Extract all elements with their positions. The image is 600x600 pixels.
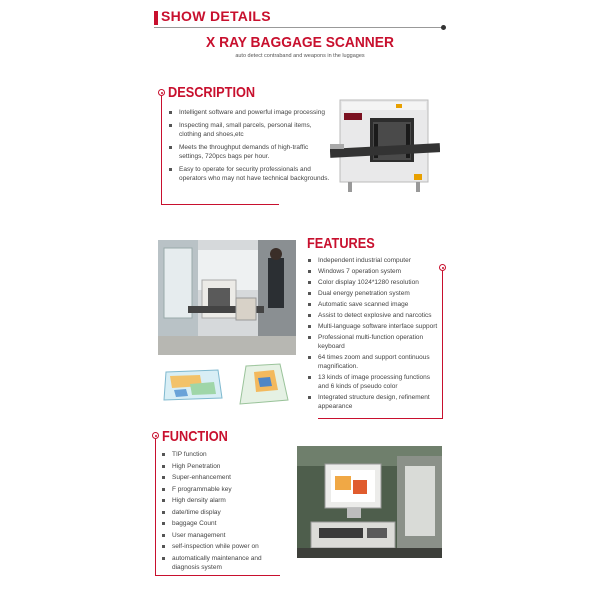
features-list (307, 256, 442, 411)
list-item: Dual energy penetration system (307, 289, 442, 298)
xray-bag-image-1 (160, 364, 226, 406)
list-item: Automatic save scanned image (307, 300, 442, 309)
header-accent-bar (154, 11, 158, 25)
xray-bag-image-2 (232, 360, 296, 408)
list-item: High density alarm (161, 496, 281, 505)
description-frame-left (161, 96, 162, 204)
operator-console-photo (297, 446, 442, 558)
list-item: baggage Count (161, 519, 281, 528)
list-item: Independent industrial computer (307, 256, 442, 265)
airport-scanner-photo (158, 240, 296, 355)
list-item: F programmable key (161, 485, 281, 494)
list-item: Assist to detect explosive and narcotics (307, 311, 442, 320)
description-dot (158, 89, 165, 96)
list-item: 64 times zoom and support continuous magnification. (307, 353, 442, 371)
list-item: Windows 7 operation system (307, 267, 442, 276)
description-frame-bottom (161, 204, 279, 205)
list-item: Intelligent software and powerful image processing (168, 108, 333, 117)
function-frame-bottom (155, 575, 280, 576)
header-divider-dot (441, 25, 446, 30)
list-item: automatically maintenance and diagnosis system (161, 554, 281, 572)
xray-scanner-image (330, 96, 440, 196)
list-item: Meets the throughput demands of high-traffic settings, 720pcs bags per hour. (168, 143, 333, 161)
list-item: Easy to operate for security professionals and operators who may not have technical backgrounds. (168, 165, 333, 183)
function-title: FUNCTION (162, 428, 228, 445)
airport-checkpoint-image (158, 240, 296, 355)
list-item: TIP function (161, 450, 281, 459)
product-title: X RAY BAGGAGE SCANNER (206, 34, 394, 51)
description-list (168, 108, 333, 183)
list-item: Integrated structure design, refinement appearance (307, 393, 442, 411)
header-divider (154, 27, 444, 28)
function-frame-left (155, 439, 156, 575)
list-item: Color display 1024*1280 resolution (307, 278, 442, 287)
features-frame-bottom (318, 418, 443, 419)
list-item: High Penetration (161, 462, 281, 471)
list-item: self-inspection while power on (161, 542, 281, 551)
list-item: 13 kinds of image processing functions and 6 kinds of pseudo color (307, 373, 442, 391)
list-item: Multi-language software interface support (307, 322, 442, 331)
list-item: Professional multi-function operation keyboard (307, 333, 442, 351)
description-title: DESCRIPTION (168, 84, 256, 101)
list-item: Inspecting mail, small parcels, personal items, clothing and shoes,etc (168, 121, 333, 139)
scanner-photo (330, 96, 440, 196)
operator-console-image (297, 446, 442, 558)
xray-bag-image (232, 360, 296, 408)
function-dot (152, 432, 159, 439)
function-list (161, 450, 281, 572)
list-item: Super-enhancement (161, 473, 281, 482)
product-subtitle: auto detect contraband and weapons in the luggages (235, 53, 365, 59)
features-frame-right (442, 271, 443, 418)
list-item: date/time display (161, 508, 281, 517)
xray-bag-image (160, 364, 226, 406)
list-item: User management (161, 531, 281, 540)
header-title: SHOW DETAILS (161, 8, 271, 24)
features-title: FEATURES (307, 235, 375, 252)
